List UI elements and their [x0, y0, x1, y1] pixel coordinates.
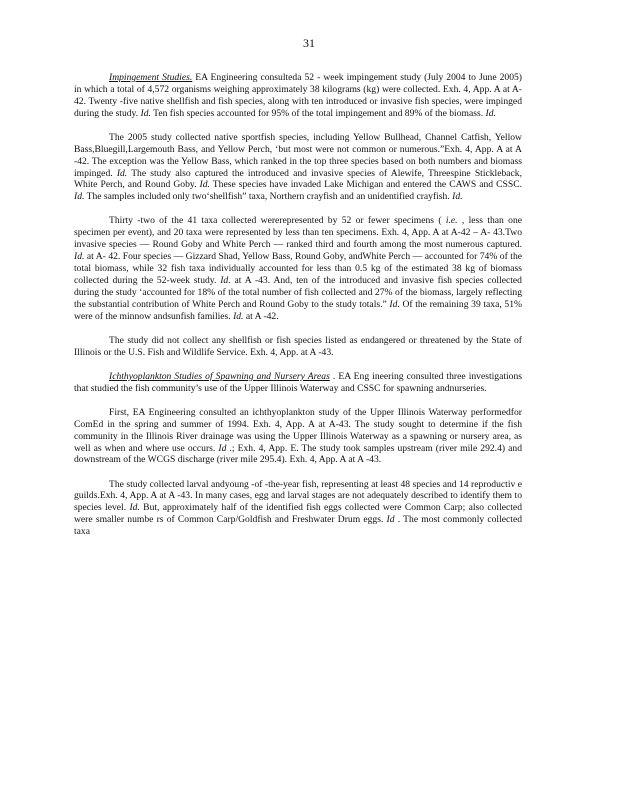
paragraph — [74, 479, 522, 539]
body-text: But, approximately half of the identified fish eggs collected were Common Carp; also collected were smaller numbe rs of Common Carp/Goldfish and Freshwater Drum eggs. — [74, 502, 522, 526]
body-text: These species have invaded Lake Michigan and entered the CAWS and CSSC. — [209, 179, 522, 191]
section-heading: Ichthyoplankton Studies of Spawning and Nursery Areas — [109, 370, 330, 382]
citation-text: Id — [386, 514, 395, 526]
citation-text: Id. — [140, 107, 151, 119]
citation-text: Id. — [116, 167, 128, 179]
page-number: 31 — [303, 36, 315, 50]
citation-text: Id. — [452, 191, 463, 203]
body-text: Ten fish species accounted for 95% of the total impingement and 89% of the biomass. — [150, 107, 486, 119]
citation-text: i.e. — [445, 215, 458, 227]
body-text: EA Engineering consulteda 52 - week impingement study (July 2004 to June 2005) in which a total of 4,572 organisms weighing approximately 38 kilograms (kg) were collected. Exh. 4, App. A at A-42. Twenty -five native shellfish and fish species, along with ten introduced or invasive fish species, were impinged during the study. — [74, 72, 522, 119]
body-text: First, EA Engineering consulted an ichthyoplankton study of the Upper Illinois Waterway performedfor ComEd in the spring and summer of 1994. Exh. 4, App. A at A-43. The study sought to determine if the fish community in the Illinois River drainage was using the Upper Illinois Waterway as a spawning or nursery area, as well as when and where use occurs. — [74, 406, 522, 454]
paragraph — [74, 371, 522, 395]
body-text: The study collected larval andyoung -of -the-year fish, representing at least 48 species and 14 reproductiv e guilds.Exh. 4, App. A at A -43. In many cases, egg and larval stages are not adequately described to identify them to species level. — [74, 478, 522, 514]
body-text: .; Exh. 4, App. E. The study took samples upstream (river mile 292.4) and downstream of the WCGS discharge (river mile 295.4). Exh. 4, App. A at A -43. — [74, 442, 523, 466]
body-text: . EA Eng ineering consulted three investigations that studied the fish community’s use of the Upper Illinois Waterway and CSSC for spawning andnurseries. — [74, 370, 522, 394]
section-heading: Impingement Studies. — [109, 72, 193, 83]
body-text: The samples included only two‘shellfish” taxa, Northern crayfish and an unidentified crayfish. — [84, 191, 453, 203]
citation-text: Id. — [129, 502, 140, 514]
body-text: Of the remaining 39 taxa, 51% were of the minnow andsunfish families. — [74, 298, 523, 322]
citation-text: Id. — [74, 191, 85, 203]
body-text: The 2005 study collected native sportfish species, including Yellow Bullhead, Channel Catfish, Yellow Bass,Bluegill,Largemouth Bass, and Yellow Perch, ‘but most were not common or numerous.”Exh. 4, App. A at A -42. The exception was the Yellow Bass, which ranked in the top three species based on both numbers and biomass impinged. — [74, 131, 522, 179]
body-text: at A -42. — [243, 310, 279, 322]
paragraph — [74, 335, 522, 359]
citation-text: Id. — [199, 179, 210, 191]
document-body — [74, 72, 522, 550]
body-text: The study did not collect any shellfish or fish species listed as endangered or threatened by the State of Illinois or the U.S. Fish and Wildlife Service. Exh. 4, App. at A -43. — [74, 334, 522, 358]
body-text: . The most commonly collected taxa — [74, 514, 522, 538]
citation-text: Id. — [485, 107, 496, 119]
citation-text: Id. — [389, 298, 400, 310]
body-text: at A -43. And, ten of the introduced and invasive fish species collected during the study ‘accounted for 18% of the total number of fish collected and 27% of the biomass, largely reflecting the substantial contribution of White Perch and Round Goby to the study totals.” — [74, 274, 522, 310]
body-text: , less than one specimen per event), and 20 taxa were represented by less than ten specimens. Exh. 4, App. A at A-42 – A- 43.Two invasive species — Round Goby and White Perch — ranked third and fourth among the most numerous captured. — [74, 215, 522, 251]
paragraph — [74, 407, 522, 467]
citation-text: Id. — [233, 310, 244, 322]
citation-text: Id — [218, 442, 227, 454]
citation-text: Id. — [220, 274, 231, 286]
paragraph — [74, 215, 522, 322]
paragraph — [74, 132, 522, 203]
paragraph — [74, 72, 522, 120]
body-text: at A- 42. Four species — Gizzard Shad, Yellow Bass, Round Goby, andWhite Perch — accounted for 74% of the total biomass, while 32 fish taxa individually accounted for less than 0.5 kg of the estimated 38 kg of biomass collected during the 52-week study. — [74, 251, 522, 286]
body-text: Thirty -two of the 41 taxa collected wererepresented by 52 or fewer specimens ( — [109, 215, 446, 227]
citation-text: Id. — [74, 251, 85, 263]
body-text: The study also captured the introduced and invasive species of Alewife, Threespine Stickleback, White Perch, and Round Goby. — [74, 167, 522, 191]
